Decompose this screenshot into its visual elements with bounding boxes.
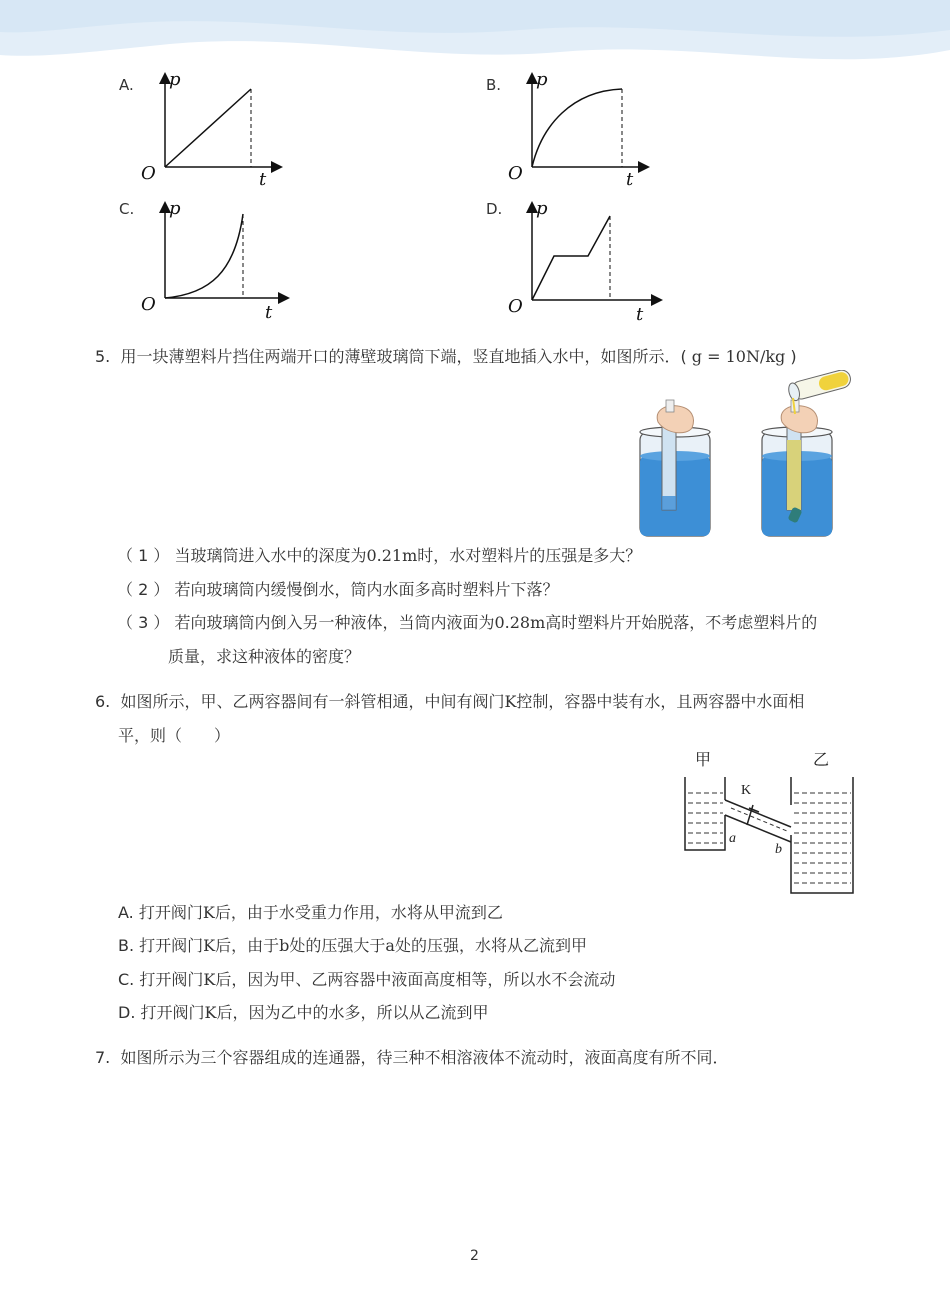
sub-3-post: 高时塑料片开始脱落，不考虑塑料片的 <box>545 613 818 632</box>
question-5-sub-3 <box>117 613 817 633</box>
question-5-sub-3-line2: 质量，求这种液体的密度？ <box>168 647 361 666</box>
sub-1-value: 0.21m <box>366 546 418 565</box>
question-7-number: 7. <box>95 1048 111 1067</box>
curve-concave <box>532 89 622 167</box>
sub-3-pre: 若向玻璃筒内倒入另一种液体，当筒内液面为 <box>174 613 495 632</box>
axis-p-label: p <box>536 69 548 90</box>
question-5-text: 用一块薄塑料片挡住两端开口的薄壁玻璃筒下端，竖直地插入水中，如图所示．( <box>120 347 687 366</box>
page-number: 2 <box>470 1248 479 1264</box>
axis-t-label: t <box>259 169 267 190</box>
question-6-text-b: 控制，容器中装有水，且两容器中水面相 <box>516 692 805 711</box>
graph-b <box>502 65 662 190</box>
question-6-option-b: B. 打开阀门K后，由于b处的压强大于a处的压强，水将从乙流到甲 <box>118 936 587 955</box>
question-6-number: 6. <box>95 692 111 711</box>
graph-d <box>502 192 667 322</box>
question-6-option-a: A. 打开阀门K后，由于水受重力作用，水将从甲流到乙 <box>118 903 503 922</box>
sub-1-post: 时，水对塑料片的压强是多大？ <box>417 546 642 565</box>
graph-c <box>135 192 295 322</box>
origin-label: O <box>141 163 156 184</box>
option-c-label: C. <box>119 200 135 218</box>
graph-a <box>135 65 295 190</box>
axis-t-label: t <box>636 304 644 322</box>
question-5-text-end: ) <box>790 347 797 366</box>
question-6-option-c: C. 打开阀门K后，因为甲、乙两容器中液面高度相等，所以水不会流动 <box>118 970 616 989</box>
question-5 <box>95 347 797 367</box>
axis-t-label: t <box>265 302 273 322</box>
option-b-label: B. <box>486 76 502 94</box>
header-wave-decoration <box>0 0 950 70</box>
origin-label: O <box>508 163 523 184</box>
connected-containers-diagram <box>675 745 865 900</box>
question-5-sub-1 <box>117 546 641 566</box>
origin-label: O <box>508 296 523 317</box>
question-6-line1 <box>95 692 804 712</box>
option-d-label: D. <box>486 200 503 218</box>
question-5-sub-2 <box>117 580 558 600</box>
question-5-number: 5. <box>95 347 111 366</box>
origin-label: O <box>141 294 156 315</box>
question-5-formula: g = 10N/kg <box>691 347 786 366</box>
point-b-label: b <box>775 842 782 857</box>
container-jia-label: 甲 <box>695 752 712 769</box>
question-6-valve-k: K <box>504 692 517 711</box>
option-a-label: A. <box>119 76 134 94</box>
curve-convex <box>165 214 243 298</box>
curve-piecewise <box>532 216 610 300</box>
question-6-text-a: 如图所示，甲、乙两容器间有一斜管相通，中间有阀门 <box>120 692 505 711</box>
curve-linear <box>165 89 251 167</box>
valve-label: K <box>741 783 752 798</box>
axis-p-label: p <box>169 198 181 219</box>
sub-3-number: （ 3 ） <box>117 613 170 632</box>
axis-p-label: p <box>536 198 548 219</box>
axis-p-label: p <box>169 69 181 90</box>
sub-1-pre: 当玻璃筒进入水中的深度为 <box>174 546 367 565</box>
glass-tube-illustration <box>630 370 860 542</box>
sub-2-text: 若向玻璃筒内缓慢倒水，筒内水面多高时塑料片下落？ <box>174 580 559 599</box>
question-7-text: 如图所示为三个容器组成的连通器，待三种不相溶液体不流动时，液面高度有所不同． <box>120 1048 729 1067</box>
question-7 <box>95 1048 728 1068</box>
question-6-line2: 平，则（ ） <box>118 726 231 745</box>
sub-3-value: 0.28m <box>494 613 546 632</box>
axis-t-label: t <box>626 169 634 190</box>
question-6-option-d: D. 打开阀门K后，因为乙中的水多，所以从乙流到甲 <box>118 1003 489 1022</box>
sub-1-number: （ 1 ） <box>117 546 170 565</box>
sub-2-number: （ 2 ） <box>117 580 170 599</box>
container-yi-label: 乙 <box>813 752 830 769</box>
point-a-label: a <box>729 831 736 846</box>
